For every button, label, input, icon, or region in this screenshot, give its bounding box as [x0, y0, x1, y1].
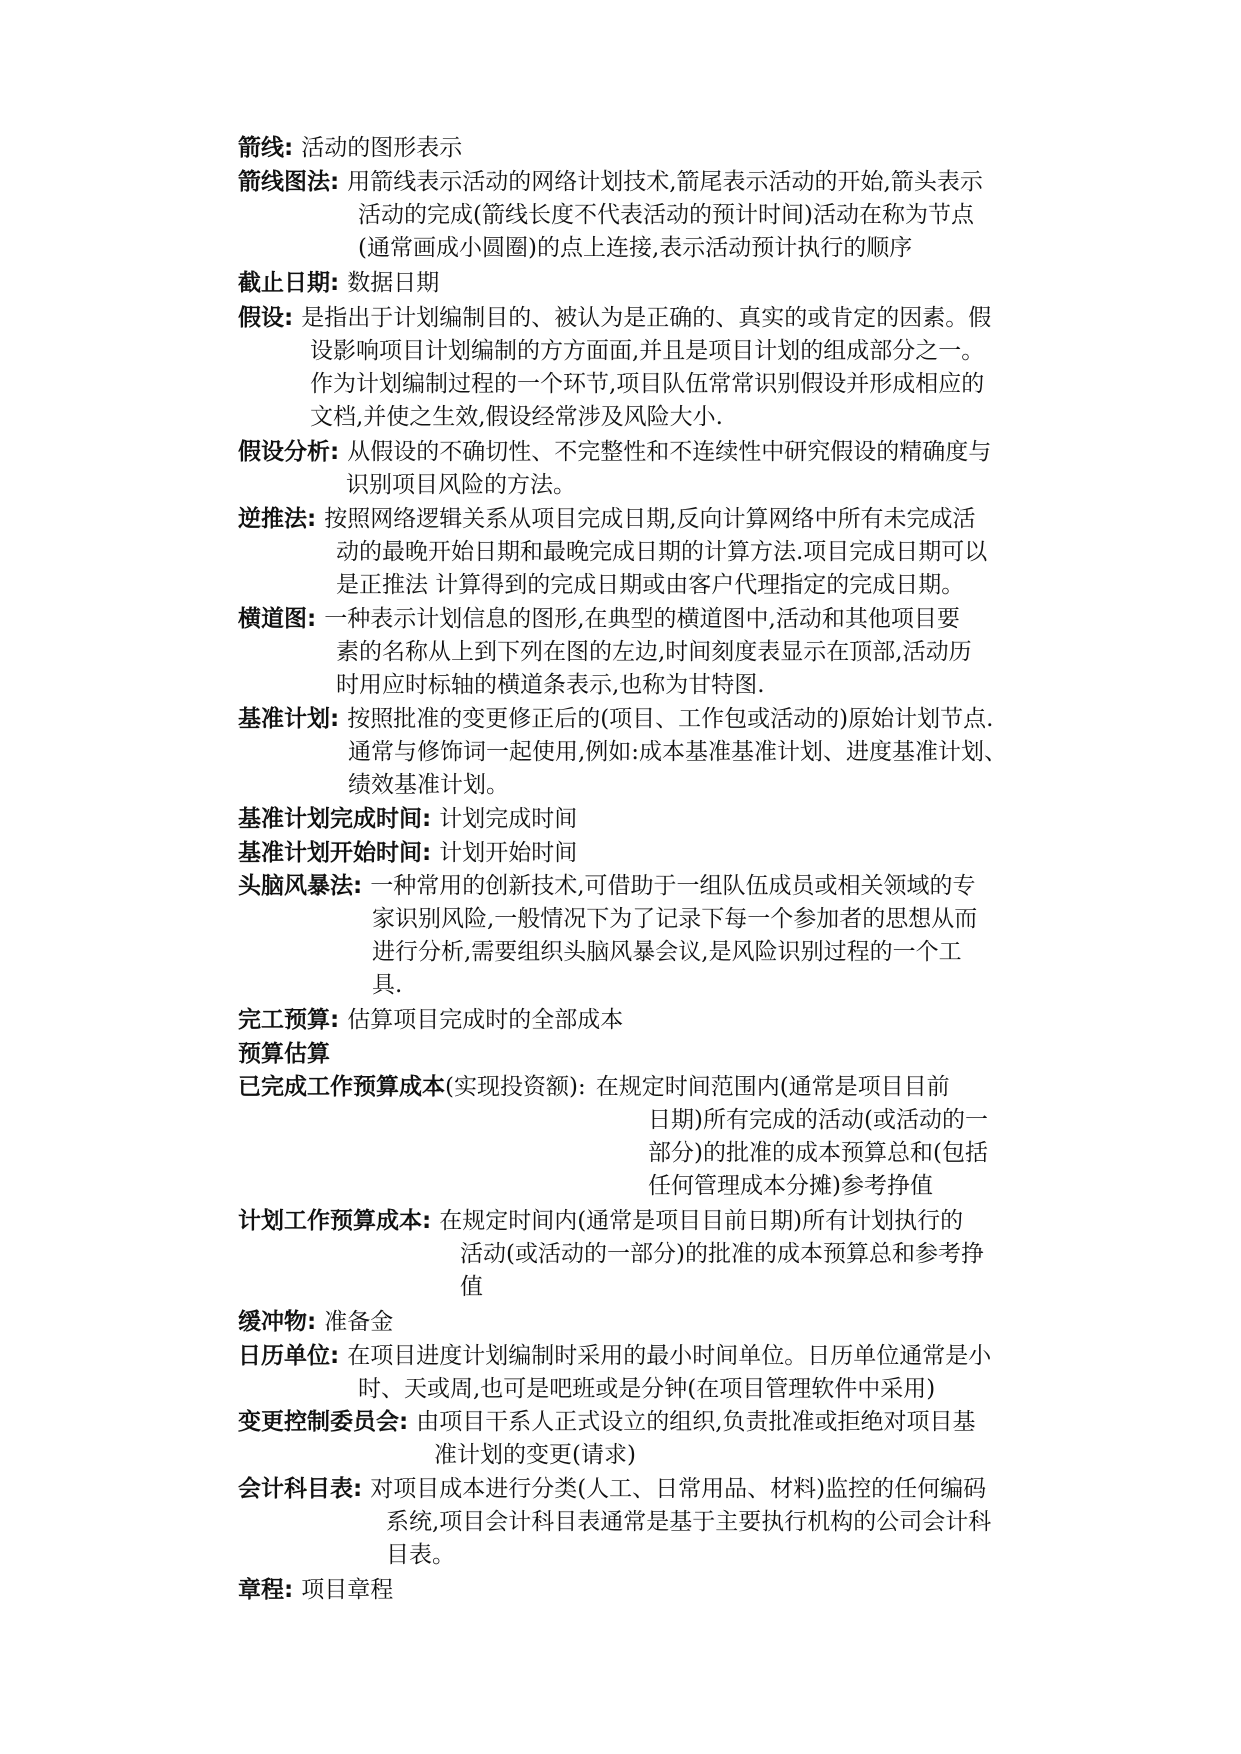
- definition-line: 在项目进度计划编制时采用的最小时间单位。日历单位通常是小: [347, 1343, 992, 1369]
- definition-line: 项目章程: [301, 1577, 394, 1603]
- definition-line: 用箭线表示活动的网络计划技术,箭尾表示活动的开始,箭头表示: [347, 169, 983, 195]
- glossary-entry: [238, 132, 1050, 165]
- definition-line: 目表。: [386, 1542, 455, 1568]
- term-separator: :: [330, 1343, 340, 1369]
- term-separator: :: [330, 270, 340, 296]
- glossary-term: 头脑风暴法: [238, 873, 353, 899]
- definition-line: 由项目干系人正式设立的组织,负责批准或拒绝对项目基: [416, 1409, 976, 1435]
- definition-line: 准计划的变更(请求): [434, 1442, 636, 1468]
- definition-line: 系统,项目会计科目表通常是基于主要执行机构的公司会计科: [386, 1509, 992, 1535]
- glossary-entry: [238, 1071, 1050, 1203]
- definition-line: 动的最晚开始日期和最晚完成日期的计算方法.项目完成日期可以: [336, 539, 988, 565]
- term-separator: :: [307, 506, 317, 532]
- definition-line: 识别项目风险的方法。: [346, 472, 576, 498]
- definition-line: 活动的图形表示: [301, 135, 463, 161]
- definition-line: 按照网络逻辑关系从项目完成日期,反向计算网络中所有未完成活: [324, 506, 976, 532]
- glossary-entry: [238, 166, 1050, 265]
- glossary-entry: [238, 703, 1050, 802]
- glossary-term: 日历单位: [238, 1343, 330, 1369]
- definition-line: 一种表示计划信息的图形,在典型的横道图中,活动和其他项目要: [324, 606, 960, 632]
- definition-line: 素的名称从上到下列在图的左边,时间刻度表显示在顶部,活动历: [336, 639, 972, 665]
- glossary-term: 变更控制委员会: [238, 1409, 399, 1435]
- definition-line: 在规定时间内(通常是项目目前日期)所有计划执行的: [439, 1208, 964, 1234]
- glossary-entry: [238, 1473, 1050, 1572]
- glossary-term: 基准计划开始时间: [238, 840, 422, 866]
- glossary-entry: [238, 1205, 1050, 1304]
- definition-line: (通常画成小圆圈)的点上连接,表示活动预计执行的顺序: [358, 235, 913, 261]
- glossary-term: 章程: [238, 1577, 284, 1603]
- glossary-entry: [238, 870, 1050, 1002]
- definition-line: 具.: [372, 972, 403, 998]
- glossary-entry: [238, 436, 1050, 502]
- term-separator: :: [353, 873, 363, 899]
- definition-line: 作为计划编制过程的一个环节,项目队伍常常识别假设并形成相应的: [310, 371, 985, 397]
- definition-line: 文档,并使之生效,假设经常涉及风险大小.: [310, 404, 723, 430]
- term-separator: :: [284, 1577, 294, 1603]
- glossary-entry: [238, 1004, 1050, 1037]
- glossary-entry: [238, 302, 1050, 434]
- definition-line: 部分)的批准的成本预算总和(包括: [648, 1140, 988, 1166]
- glossary-entry: [238, 1038, 1050, 1071]
- term-separator: :: [330, 169, 340, 195]
- glossary-term: 已完成工作预算成本: [238, 1074, 445, 1100]
- glossary-term: 基准计划完成时间: [238, 806, 422, 832]
- definition-line: 活动(或活动的一部分)的批准的成本预算总和参考挣: [460, 1241, 984, 1267]
- term-separator: :: [284, 135, 294, 161]
- term-separator: :: [422, 840, 432, 866]
- definition-line: 从假设的不确切性、不完整性和不连续性中研究假设的精确度与: [347, 439, 992, 465]
- definition-line: 数据日期: [347, 270, 440, 296]
- definition-line: 是指出于计划编制目的、被认为是正确的、真实的或肯定的因素。假: [301, 305, 992, 331]
- definition-line: 通常与修饰词一起使用,例如:成本基准基准计划、进度基准计划、: [348, 739, 1008, 765]
- glossary-term: 截止日期: [238, 270, 330, 296]
- glossary-term: 箭线图法: [238, 169, 330, 195]
- term-qualifier: (实现投资额):: [445, 1074, 586, 1100]
- glossary-term: 箭线: [238, 135, 284, 161]
- glossary-term: 完工预算: [238, 1007, 330, 1033]
- term-separator: :: [330, 706, 340, 732]
- definition-line: 活动的完成(箭线长度不代表活动的预计时间)活动在称为节点: [358, 202, 974, 228]
- term-separator: :: [307, 1309, 317, 1335]
- definition-line: 值: [460, 1274, 483, 1300]
- glossary-entry: [238, 837, 1050, 870]
- term-separator: :: [284, 305, 294, 331]
- definition-line: 绩效基准计划。: [348, 772, 509, 798]
- glossary-entry: [238, 503, 1050, 602]
- definition-line: 日期)所有完成的活动(或活动的一: [648, 1107, 988, 1133]
- glossary-entry: [238, 603, 1050, 702]
- term-separator: :: [399, 1409, 409, 1435]
- definition-line: 对项目成本进行分类(人工、日常用品、材料)监控的任何编码: [370, 1476, 987, 1502]
- term-separator: :: [422, 1208, 432, 1234]
- definition-line: 是正推法 计算得到的完成日期或由客户代理指定的完成日期。: [336, 572, 965, 598]
- definition-line: 在规定时间范围内(通常是项目目前: [595, 1074, 950, 1100]
- definition-line: 估算项目完成时的全部成本: [347, 1007, 624, 1033]
- term-separator: :: [330, 1007, 340, 1033]
- glossary-term: 假设分析: [238, 439, 330, 465]
- glossary-entry: [238, 1406, 1050, 1472]
- glossary-term: 横道图: [238, 606, 307, 632]
- glossary-entry: [238, 1574, 1050, 1607]
- glossary-entry: [238, 267, 1050, 300]
- glossary-entry: [238, 1306, 1050, 1339]
- glossary-term: 基准计划: [238, 706, 330, 732]
- definition-line: 计划完成时间: [439, 806, 578, 832]
- term-separator: :: [307, 606, 317, 632]
- definition-line: 时、天或周,也可是吧班或是分钟(在项目管理软件中采用): [358, 1376, 936, 1402]
- glossary-term: 逆推法: [238, 506, 307, 532]
- glossary-term: 预算估算: [238, 1041, 330, 1067]
- term-separator: :: [353, 1476, 363, 1502]
- definition-line: 设影响项目计划编制的方方面面,并且是项目计划的组成部分之一。: [310, 338, 985, 364]
- term-separator: :: [422, 806, 432, 832]
- glossary-entry: [238, 803, 1050, 836]
- glossary-term: 缓冲物: [238, 1309, 307, 1335]
- definition-line: 任何管理成本分摊)参考挣值: [648, 1173, 933, 1199]
- glossary-term: 计划工作预算成本: [238, 1208, 422, 1234]
- definition-line: 一种常用的创新技术,可借助于一组队伍成员或相关领域的专: [370, 873, 976, 899]
- definition-line: 时用应时标轴的横道条表示,也称为甘特图.: [336, 672, 765, 698]
- definition-line: 进行分析,需要组织头脑风暴会议,是风险识别过程的一个工: [372, 939, 962, 965]
- definition-line: 家识别风险,一般情况下为了记录下每一个参加者的思想从而: [372, 906, 978, 932]
- term-separator: :: [330, 439, 340, 465]
- glossary-entry: [238, 1340, 1050, 1406]
- definition-line: 准备金: [324, 1309, 394, 1335]
- glossary-term: 假设: [238, 305, 284, 331]
- definition-line: 计划开始时间: [439, 840, 578, 866]
- definition-line: 按照批准的变更修正后的(项目、工作包或活动的)原始计划节点.: [347, 706, 994, 732]
- glossary-term: 会计科目表: [238, 1476, 353, 1502]
